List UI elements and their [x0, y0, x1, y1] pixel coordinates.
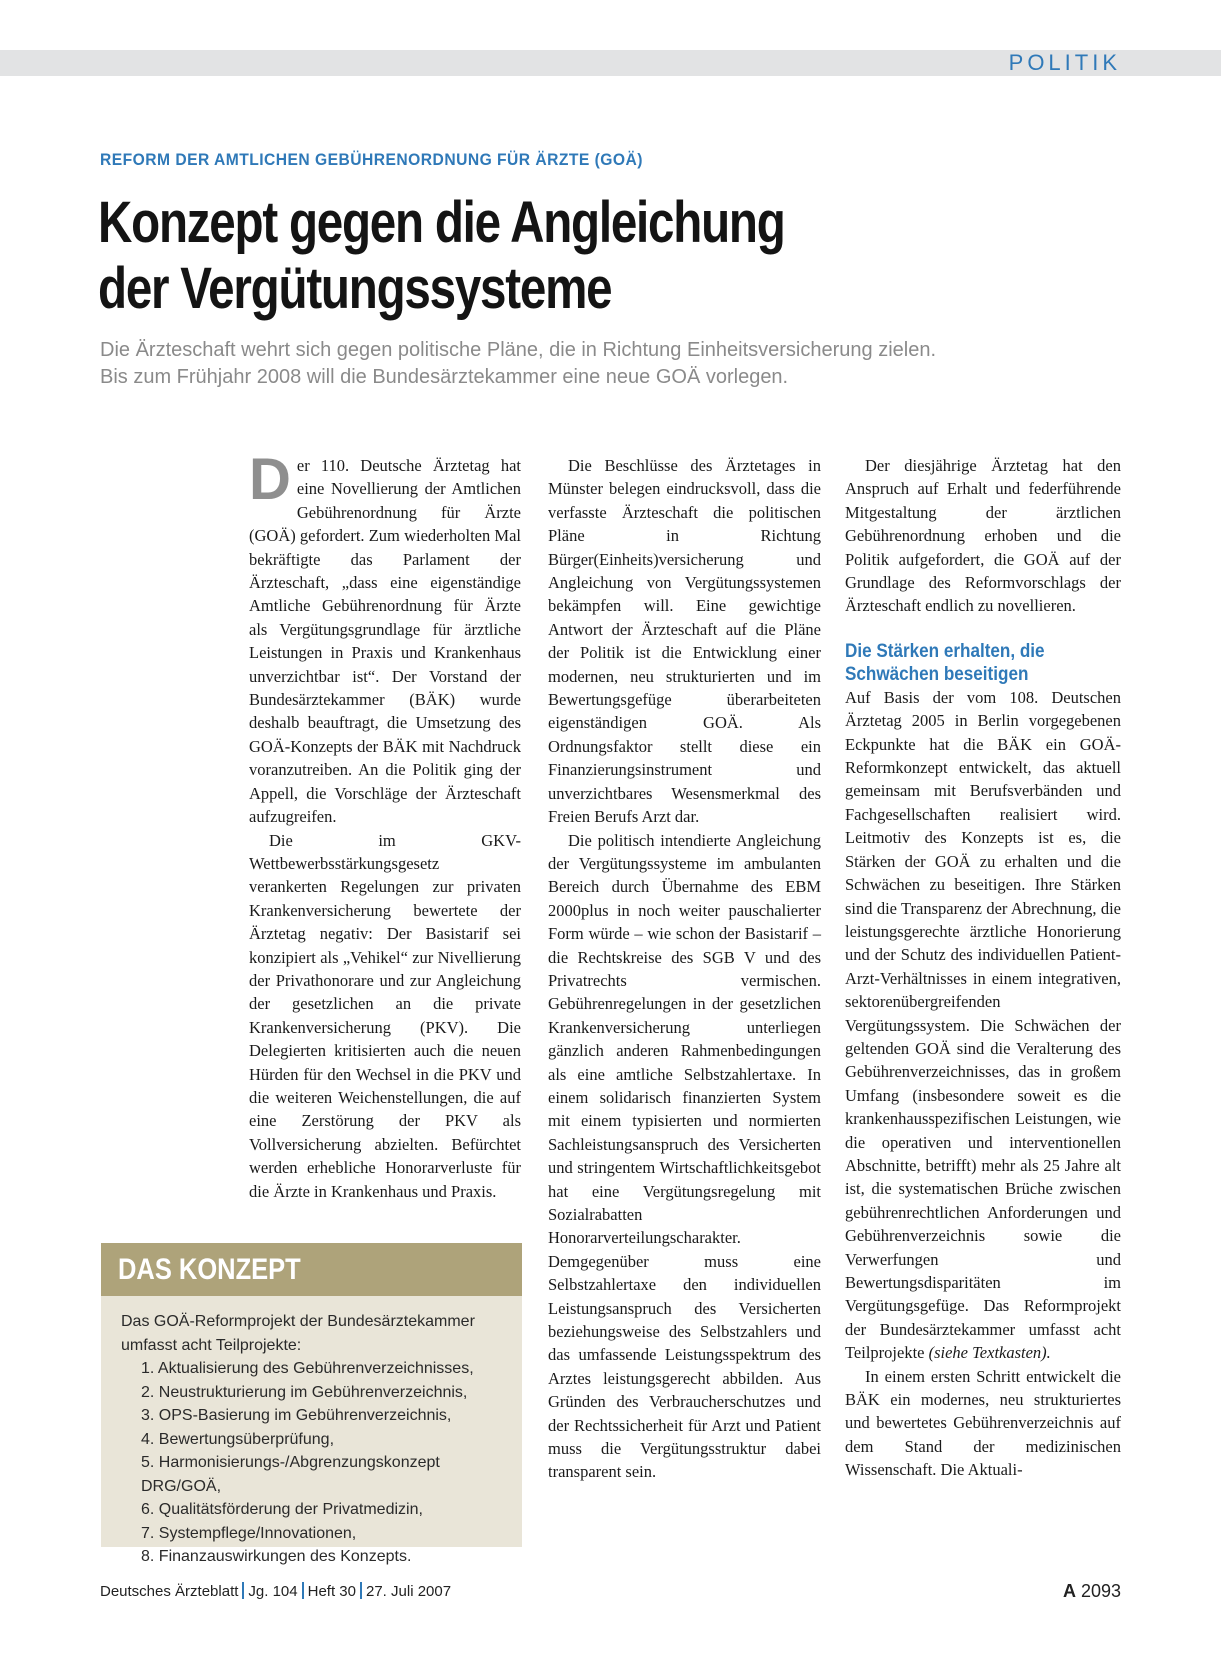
divider: [242, 1582, 244, 1599]
page-number-value: 2093: [1080, 1581, 1121, 1601]
subheading-line-1: Die Stärken erhalten, die: [845, 640, 1045, 662]
page-prefix: A: [1062, 1581, 1076, 1601]
subtitle-line-1: Die Ärzteschaft wehrt sich gegen politische Pläne, die in Richtung Einheitsversicherung zielen.: [100, 339, 937, 361]
article-paragraph: In einem ersten Schritt entwickelt die BÄK ein modernes, neu strukturiertes und bewertetes Gebührenverzeichnis auf dem Stand der medizinischen Wissenschaft. Die Aktuali-: [845, 1366, 1121, 1480]
subheading-line-2: Schwächen beseitigen: [845, 663, 1029, 685]
info-box-intro: Das GOÄ-Reformprojekt der Bundesärztekammer umfasst acht Teilprojekte:: [121, 1313, 475, 1354]
article-column-1: [249, 447, 521, 1203]
info-box-title: DAS KONZEPT: [118, 1253, 301, 1286]
list-item: 4. Bewertungsüberprüfung,: [141, 1430, 335, 1448]
issue: Heft 30: [307, 1583, 356, 1600]
drop-cap: D: [249, 447, 291, 512]
list-item: 8. Finanzauswirkungen des Konzepts.: [141, 1548, 412, 1565]
journal-name: Deutsches Ärzteblatt: [100, 1583, 239, 1600]
article-paragraph: Die politisch intendierte Angleichung der Vergütungssysteme im ambulanten Bereich durch Übernahme des EBM 2000plus in noch weiter pauschalierter Form würde – wie schon der Basistarif – die Rechtskreise des SGB V und des Privatrechts vermischen. Gebührenregelungen in der gesetzlichen Krankenversicherung unterliegen gänzlich anderen Rahmenbedingungen als eine amtliche Selbstzahlertaxe. In einem solidarisch finanzierten System mit einem typisierten und normierten Sachleistungsanspruch des Versicherten und stringentem Wirtschaftlichkeitsgebot hat eine Vergütungsregelung mit Sozialrabatten Honorarverteilungscharakter. Demgegenüber muss eine Selbstzahlertaxe den individuellen Leistungsanspruch des Versicherten beziehungsweise des Selbstzahlers und das umfassende Leistungsspektrum des Arztes leistungsgerecht abbilden. Aus Gründen des Verbraucherschutzes und der Rechtssicherheit für Arzt und Patient muss die Vergütungsstruktur dabei transparent sein.: [548, 830, 821, 1482]
list-item: 7. Systempflege/Innovationen,: [141, 1524, 357, 1542]
headline: [98, 190, 785, 322]
subheading: [845, 640, 1093, 686]
list-item: 6. Qualitätsförderung der Privatmedizin,: [141, 1501, 423, 1518]
footer: [100, 1582, 451, 1602]
list-item: 3. OPS-Basierung im Gebührenverzeichnis,: [141, 1407, 452, 1424]
paragraph-text: er 110. Deutsche Ärztetag hat eine Novellierung der Amtlichen Gebührenordnung für Ärzte (GOÄ) gefordert. Zum wiederholten Mal bekräftigte das Parlament der Ärzteschaft, „dass eine eigenständige Amtliche Gebührenordnung für Ärzte als Vergütungsgrundlage für ärztliche Leistungen in Praxis und Krankenhaus unverzichtbar ist“. Der Vorstand der Bundesärztekammer (BÄK) wurde deshalb beauftragt, die Umsetzung des GOÄ-Konzepts der BÄK mit Nachdruck voranzutreiben. An die Politik ging der Appell, die Vorschläge der Ärzteschaft aufzugreifen.: [249, 456, 521, 827]
article-paragraph: [845, 686, 1121, 1365]
article-column-2: [548, 454, 821, 1484]
issue-date: 27. Juli 2007: [366, 1583, 452, 1600]
paragraph-text: Auf Basis der vom 108. Deutschen Ärztetag 2005 in Berlin vorgegebenen Eckpunkte hat die BÄK ein GOÄ-Reformkonzept entwickelt, das aktuell gemeinsam mit Berufsverbänden und Fachgesellschaften realisiert wird. Leitmotiv des Konzepts ist es, die Stärken der GOÄ zu erhalten und die Schwächen zu beseitigen. Ihre Stärken sind die Transparenz der Abrechnung, die leistungsgerechte ärztliche Honorierung und der Schutz des individuellen Patient-Arzt-Verhältnisses in einem integrativen, sektorenübergreifenden Vergütungssystem. Die Schwächen der geltenden GOÄ sind die Veralterung des Gebührenverzeichnisses, das in großem Umfang (insbesondere soweit es die krankenhausspezifischen Leistungen, wie die operativen und interventionellen Abschnitte, betrifft) mehr als 25 Jahre alt ist, die systematischen Brüche zwischen gebührenrechtlichen Anforderungen und Gebührenverzeichnis sowie die Verwerfungen und Bewertungsdisparitäten im Vergütungsgefüge. Das Reformprojekt der Bundesärztekammer umfasst acht Teilprojekte: [845, 687, 1121, 1363]
page-number: [1063, 1580, 1121, 1602]
divider: [360, 1582, 362, 1599]
article-column-3: [845, 454, 1121, 1482]
list-item: 1. Aktualisierung des Gebührenverzeichnisses,: [141, 1360, 474, 1377]
subtitle: [100, 337, 1100, 391]
divider: [302, 1582, 304, 1599]
list-item: 2. Neustrukturierung im Gebührenverzeichnis,: [141, 1383, 468, 1401]
section-label: POLITIK: [1008, 50, 1121, 75]
info-box-list: [101, 1357, 522, 1569]
info-box-header: [101, 1243, 522, 1296]
info-box: [101, 1243, 522, 1565]
volume: Jg. 104: [248, 1583, 298, 1600]
article-paragraph: [249, 447, 521, 829]
headline-line-2: der Vergütungssysteme: [98, 256, 612, 321]
text-box-reference: (siehe Textkasten).: [928, 1343, 1051, 1363]
headline-line-1: Konzept gegen die Angleichung: [98, 190, 785, 255]
article-paragraph: Die Beschlüsse des Ärztetages in Münster belegen eindrucksvoll, dass die verfasste Ärzteschaft die politischen Pläne in Richtung Bürger(Einheits)versicherung und Angleichung von Vergütungssystemen bekämpfen will. Eine gewichtige Antwort der Ärzteschaft auf die Pläne der Politik ist die Entwicklung einer modernen, neu strukturierten und im Bewertungsgefüge überarbeiteten eigenständigen GOÄ. Als Ordnungsfaktor stellt diese ein Finanzierungsinstrument und unverzichtbares Wesensmerkmal des Freien Berufs Arzt dar.: [548, 456, 821, 827]
list-item: 5. Harmonisierungs-/Abgrenzungskonzept DRG/GOÄ,: [141, 1454, 440, 1495]
article-paragraph: Die im GKV-Wettbewerbsstärkungsgesetz verankerten Regelungen zur privaten Krankenversicherung bewertete der Ärztetag negativ: Der Basistarif sei konzipiert als „Vehikel“ zur Nivellierung der Privathonorare und zur Angleichung der gesetzlichen an die private Krankenversicherung (PKV). Die Delegierten kritisierten auch die neuen Hürden für den Wechsel in die PKV und die weiteren Weichenstellungen, die auf eine Zerstörung der PKV als Vollversicherung abzielten. Befürchtet werden erhebliche Honorarverluste für die Ärzte in Krankenhaus und Praxis.: [249, 830, 521, 1201]
kicker: REFORM DER AMTLICHEN GEBÜHRENORDNUNG FÜR ÄRZTE (GOÄ): [100, 150, 643, 169]
article-paragraph: Der diesjährige Ärztetag hat den Anspruch auf Erhalt und federführende Mitgestaltung der ärztlichen Gebührenordnung erhoben und die Politik aufgefordert, die GOÄ auf der Grundlage des Reformvorschlags der Ärzteschaft endlich zu novellieren.: [845, 456, 1121, 616]
subtitle-line-2: Bis zum Frühjahr 2008 will die Bundesärztekammer eine neue GOÄ vorlegen.: [100, 366, 789, 388]
